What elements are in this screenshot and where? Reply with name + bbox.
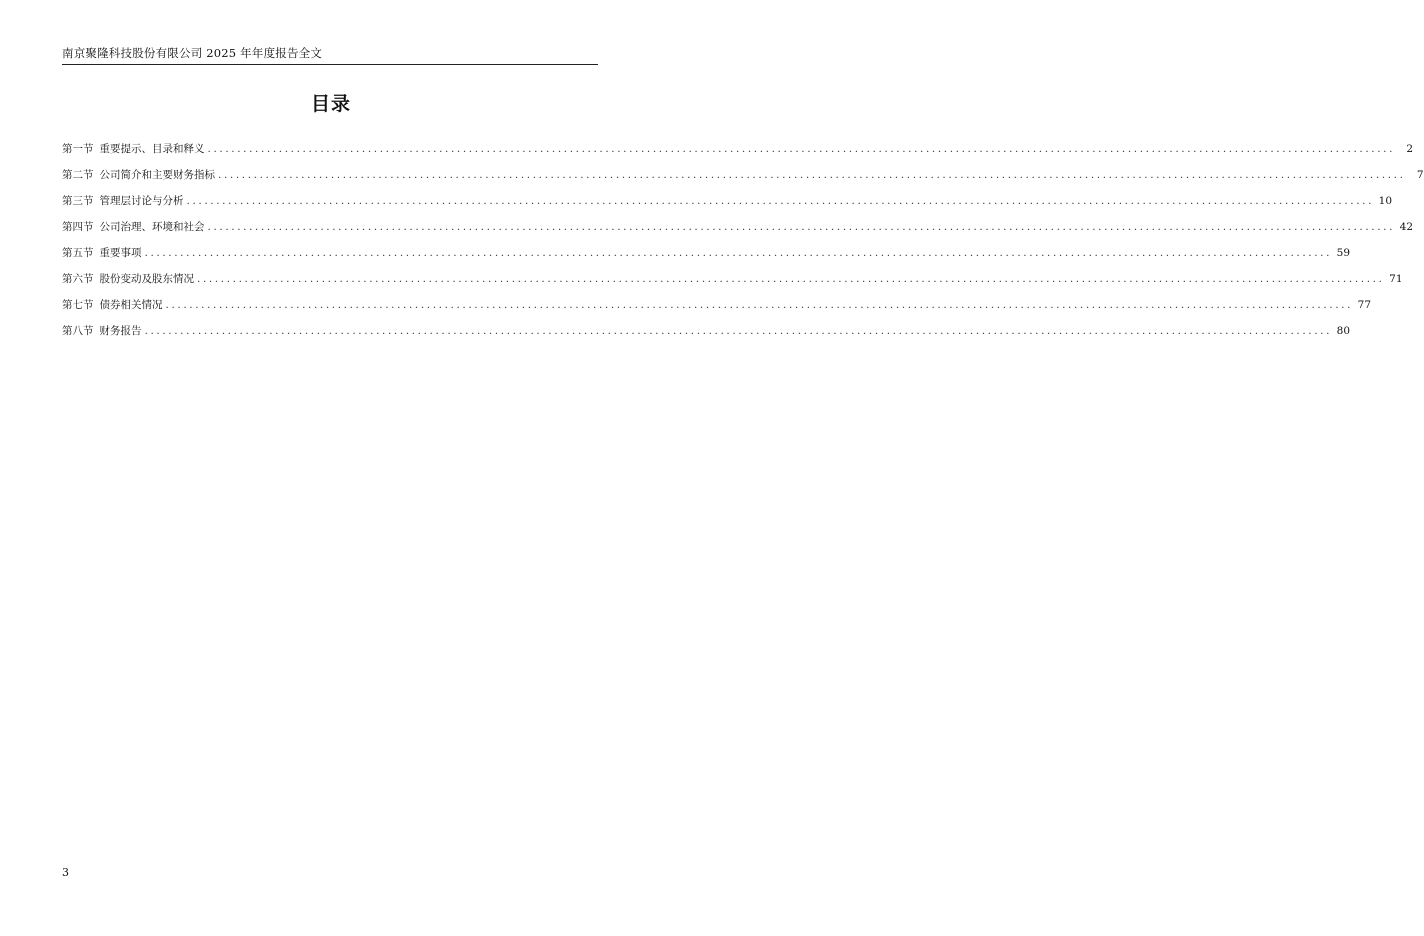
toc-section: 第六节: [62, 273, 94, 285]
toc-entry[interactable]: [62, 260, 1403, 286]
toc-page: 42: [1399, 221, 1414, 233]
toc-entry[interactable]: [62, 208, 1414, 234]
header-text: 南京聚隆科技股份有限公司 2025 年年度报告全文: [62, 46, 323, 60]
toc-section: 第四节: [62, 221, 94, 233]
toc-section: 第五节: [62, 247, 94, 259]
toc-leader-dots: ........................................................................................................................................................................................................: [165, 299, 1354, 311]
toc-section: 第七节: [62, 299, 94, 311]
toc-section: 第三节: [62, 195, 94, 207]
toc-entry[interactable]: [62, 312, 1351, 338]
toc-page: 7: [1416, 169, 1424, 181]
toc-entry[interactable]: [62, 286, 1372, 312]
toc-entry[interactable]: [62, 156, 1424, 182]
toc-title: 公司治理、环境和社会: [99, 221, 205, 233]
toc-page: 71: [1389, 273, 1403, 285]
toc-leader-dots: ........................................................................................................................................................................................................: [207, 221, 1396, 233]
toc-title: 管理层讨论与分析: [99, 195, 184, 207]
table-of-contents: [62, 130, 1424, 338]
document-title: 目录: [310, 93, 351, 115]
toc-entry[interactable]: [62, 234, 1351, 260]
toc-entry[interactable]: [62, 182, 1393, 208]
toc-title: 股份变动及股东情况: [99, 273, 194, 285]
toc-section: 第二节: [62, 169, 94, 181]
toc-section: 第一节: [62, 143, 94, 155]
toc-section: 第八节: [62, 325, 94, 337]
toc-title: 重要提示、目录和释义: [99, 143, 205, 155]
toc-leader-dots: ........................................................................................................................................................................................................: [144, 247, 1333, 259]
toc-leader-dots: ........................................................................................................................................................................................................: [144, 325, 1333, 337]
toc-title: 财务报告: [99, 325, 142, 337]
toc-title: 债券相关情况: [99, 299, 163, 311]
toc-entry[interactable]: [62, 130, 1414, 156]
toc-title: 公司简介和主要财务指标: [99, 169, 215, 181]
page-header: [62, 46, 598, 65]
toc-leader-dots: ........................................................................................................................................................................................................: [186, 195, 1375, 207]
toc-page: 2: [1406, 143, 1414, 155]
toc-leader-dots: ........................................................................................................................................................................................................: [207, 143, 1396, 155]
page-number: 3: [62, 866, 69, 879]
toc-leader-dots: ........................................................................................................................................................................................................: [197, 273, 1385, 285]
toc-page: 80: [1336, 325, 1351, 337]
toc-page: 59: [1336, 247, 1351, 259]
toc-leader-dots: ........................................................................................................................................................................................................: [218, 169, 1406, 181]
toc-title: 重要事项: [99, 247, 142, 259]
toc-page: 77: [1357, 299, 1372, 311]
toc-page: 10: [1378, 195, 1393, 207]
